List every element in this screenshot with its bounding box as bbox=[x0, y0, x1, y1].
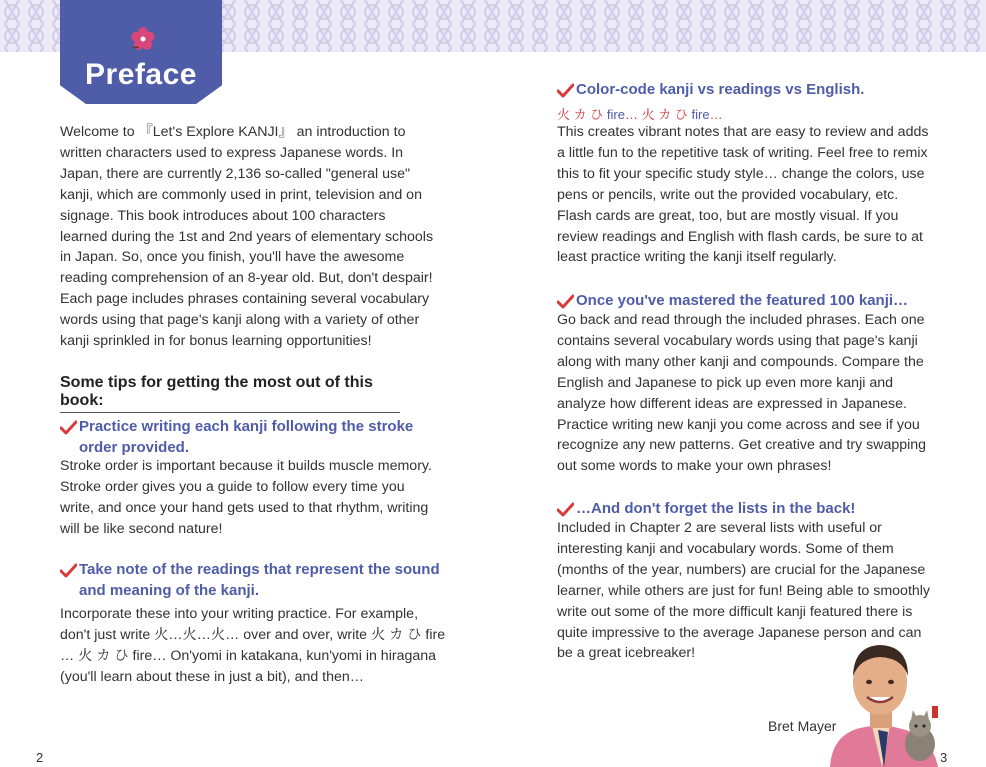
tip4-heading: Once you've mastered the featured 100 kanji… bbox=[576, 292, 909, 309]
tip5-heading: …And don't forget the lists in the back! bbox=[576, 500, 856, 517]
intro-paragraph: Welcome to 『Let's Explore KANJI』 an introduction to written characters used to express Japanese words. In Japan, there are currently 2,136 so-called "general use" kanji, which are commonly used in print, television and on signage. This book introduces about 100 characters learned during the 1st and 2nd years of elementary schools in Japan. So, once you finish, you'll have the awesome reading comprehension of an 8-year old. But, don't despair! Each page includes phrases containing several vocabulary words using that page's kanji along with a variety of other kanji sprinkled in for bonus learning opportunities! bbox=[60, 124, 434, 350]
plum-blossom-icon bbox=[130, 26, 156, 52]
checkmark-icon bbox=[60, 563, 77, 579]
tip3-paragraph: This creates vibrant notes that are easy to review and adds a little fun to the repetitive task of writing. Feel free to remix this to fit your specific study style… change the colors, use pens or pencils, write out the provided vocabulary, etc. Flash cards are great, too, but are mostly visual. If you review readings and English with flash cards, be sure to at least practice writing the kanji itself regularly. bbox=[557, 124, 929, 266]
checkmark-icon bbox=[557, 502, 574, 518]
checkmark-icon bbox=[557, 83, 574, 99]
color-code-sample: 火 カ ひ fire… 火 カ ひ fire… bbox=[557, 107, 723, 122]
tip5-paragraph: Included in Chapter 2 are several lists with useful or interesting kanji and vocabulary words. Some of them (months of the year, numbers) are crucial for the Japanese learner, while others are just for fun! Being able to smoothly write out some of the more difficult kanji featured there is quite impressive to the average Japanese person and can be a great icebreaker! bbox=[557, 520, 931, 662]
tip1-paragraph: Stroke order is important because it builds muscle memory. Stroke order gives you a guide to follow every time you write, and once your hand gets used to that rhythm, writing will be like second nature! bbox=[60, 458, 432, 537]
page-number-right: 3 bbox=[940, 750, 948, 765]
tip2-heading: Take note of the readings that represent the sound and meaning of the kanji. bbox=[79, 561, 440, 599]
tip2-paragraph: Incorporate these into your writing practice. For example, don't just write 火…火…火… over and over, write 火 カ ひ fire … 火 カ ひ fire… On'yomi in katakana, kun'yomi in hiragana (you'll learn about these in just a bit), and then… bbox=[60, 606, 446, 685]
page-title: Preface bbox=[85, 58, 197, 91]
author-signature: Bret Mayer bbox=[768, 718, 837, 734]
tip4-paragraph: Go back and read through the included phrases. Each one contains several vocabulary words using that page's kanji along with many other kanji and compounds. Compare the English and Japanese to pick up even more kanji and analyze how different ideas are expressed in Japanese. Practice writing new kanji you come across and see if you recognize any new patterns. Get creative and try swapping out some words to make your own phrases! bbox=[557, 312, 927, 475]
author-portrait bbox=[820, 640, 948, 767]
tip1-heading: Practice writing each kanji following the stroke order provided. bbox=[79, 418, 414, 456]
checkmark-icon bbox=[60, 420, 77, 436]
page-number-left: 2 bbox=[36, 750, 44, 765]
tip3-heading: Color-code kanji vs readings vs English. bbox=[576, 81, 865, 98]
checkmark-icon bbox=[557, 294, 574, 310]
tips-heading: Some tips for getting the most out of this book: bbox=[60, 374, 400, 413]
